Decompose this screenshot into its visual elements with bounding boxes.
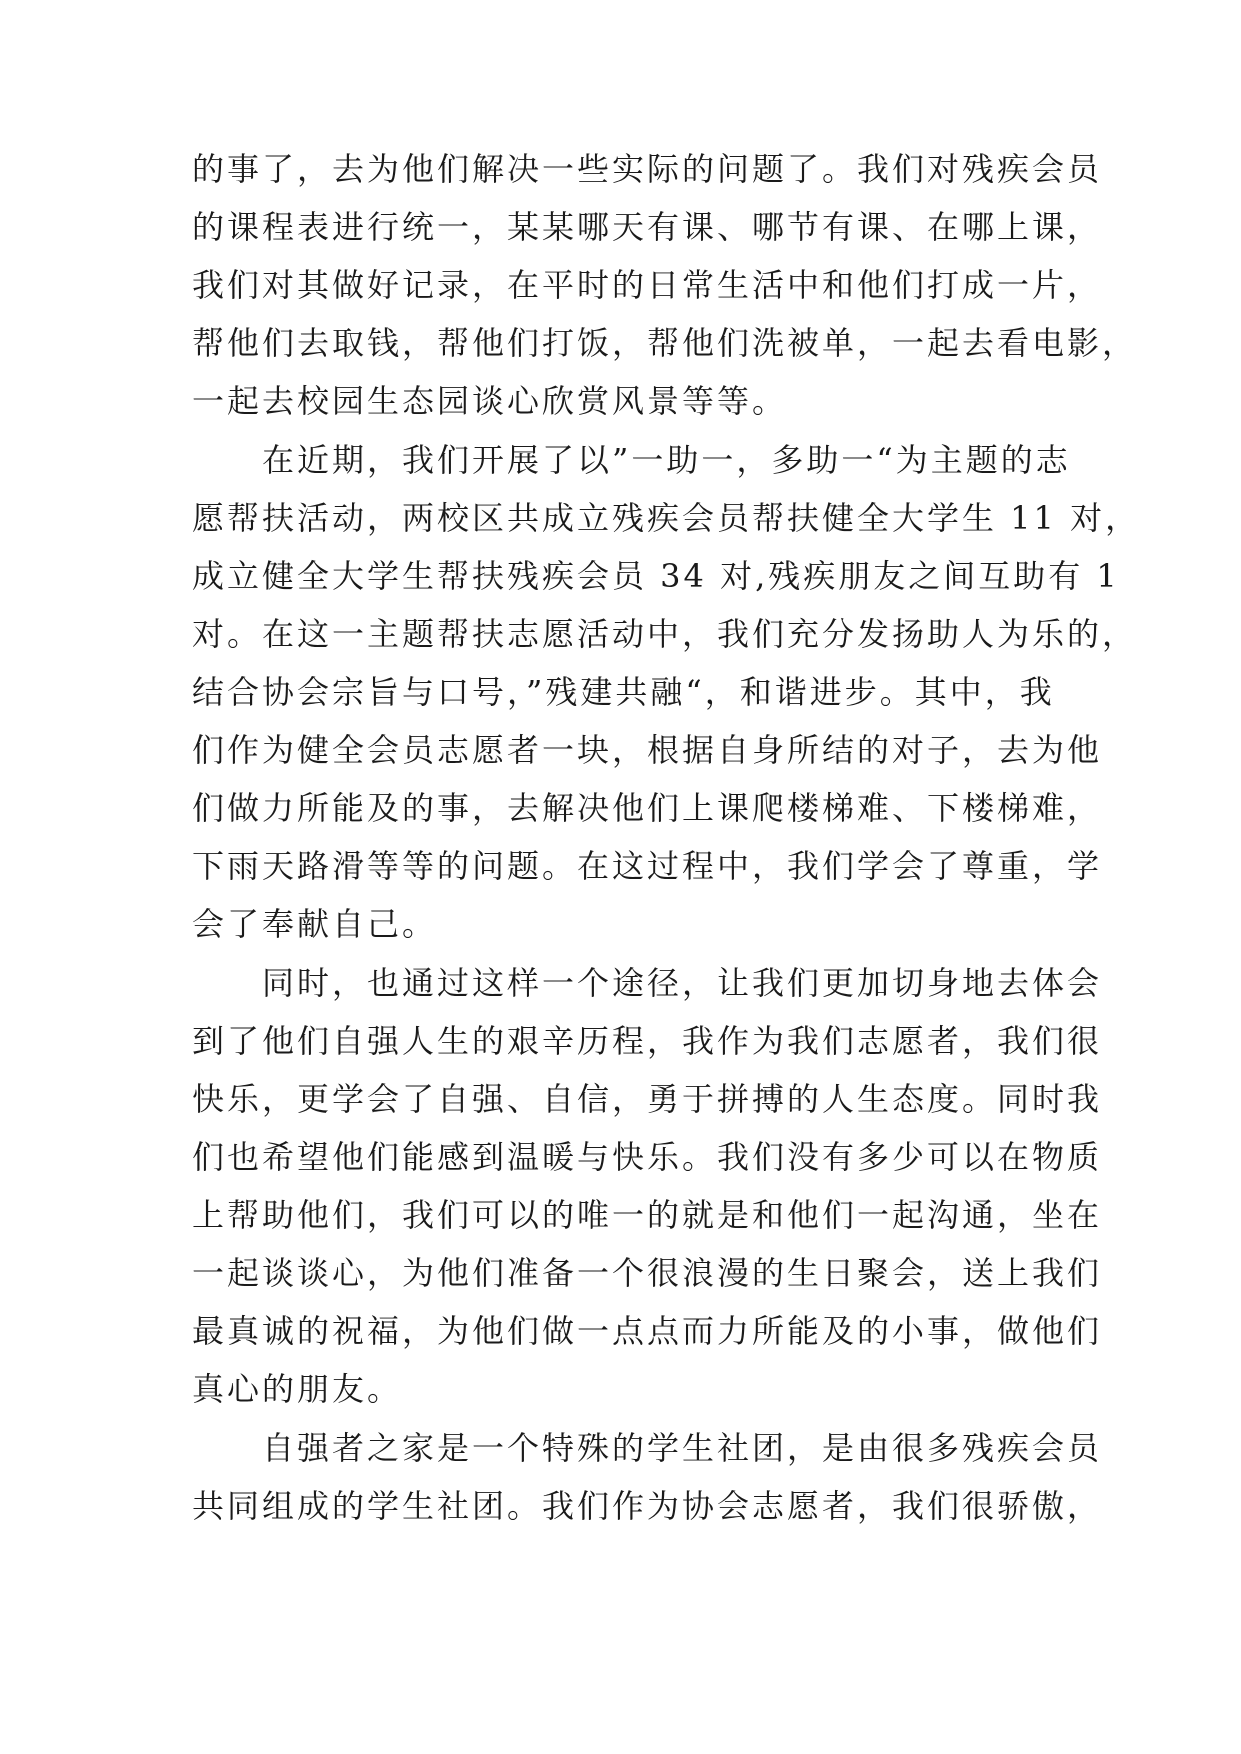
body-text bbox=[192, 140, 1141, 1535]
text-line: 的课程表进行统一，某某哪天有课、哪节有课、在哪上课， bbox=[192, 208, 1103, 246]
text-line: 愿帮扶活动，两校区共成立残疾会员帮扶健全大学生 11 对， bbox=[192, 499, 1141, 537]
text-line: 同时，也通过这样一个途径，让我们更加切身地去体会 bbox=[192, 964, 1103, 1002]
text-line: 我们对其做好记录，在平时的日常生活中和他们打成一片， bbox=[192, 266, 1103, 304]
text-line: 帮他们去取钱，帮他们打饭，帮他们洗被单，一起去看电影， bbox=[192, 324, 1138, 362]
paragraph-4 bbox=[192, 1419, 1103, 1535]
text-line: 会了奉献自己。 bbox=[192, 905, 438, 943]
text-line: 的事了，去为他们解决一些实际的问题了。我们对残疾会员 bbox=[192, 150, 1103, 188]
text-line: 共同组成的学生社团。我们作为协会志愿者，我们很骄傲， bbox=[192, 1487, 1103, 1525]
text-line: 快乐，更学会了自强、自信，勇于拼搏的人生态度。同时我 bbox=[192, 1080, 1103, 1118]
text-line: 上帮助他们，我们可以的唯一的就是和他们一起沟通，坐在 bbox=[192, 1196, 1103, 1234]
text-line: 一起去校园生态园谈心欣赏风景等等。 bbox=[192, 382, 788, 420]
text-line: 们做力所能及的事，去解决他们上课爬楼梯难、下楼梯难， bbox=[192, 789, 1103, 827]
text-line: 一起谈谈心，为他们准备一个很浪漫的生日聚会，送上我们 bbox=[192, 1254, 1103, 1292]
text-line: 自强者之家是一个特殊的学生社团，是由很多残疾会员 bbox=[192, 1429, 1103, 1467]
paragraph-1 bbox=[192, 140, 1138, 430]
paragraph-3 bbox=[192, 954, 1103, 1418]
text-line: 到了他们自强人生的艰辛历程，我作为我们志愿者，我们很 bbox=[192, 1022, 1103, 1060]
text-line: 对。在这一主题帮扶志愿活动中，我们充分发扬助人为乐的， bbox=[192, 615, 1138, 653]
text-line: 结合协会宗旨与口号，”残建共融“，和谐进步。其中，我 bbox=[192, 673, 1055, 711]
text-line: 真心的朋友。 bbox=[192, 1370, 403, 1408]
text-line: 们作为健全会员志愿者一块，根据自身所结的对子，去为他 bbox=[192, 731, 1103, 769]
text-line: 下雨天路滑等等的问题。在这过程中，我们学会了尊重，学 bbox=[192, 847, 1103, 885]
text-line: 最真诚的祝福，为他们做一点点而力所能及的小事，做他们 bbox=[192, 1312, 1103, 1350]
text-line: 成立健全大学生帮扶残疾会员 34 对,残疾朋友之间互助有 1 bbox=[192, 557, 1120, 595]
text-line: 在近期，我们开展了以”一助一，多助一“为主题的志 bbox=[192, 441, 1071, 479]
paragraph-2 bbox=[192, 431, 1141, 953]
text-line: 们也希望他们能感到温暖与快乐。我们没有多少可以在物质 bbox=[192, 1138, 1103, 1176]
